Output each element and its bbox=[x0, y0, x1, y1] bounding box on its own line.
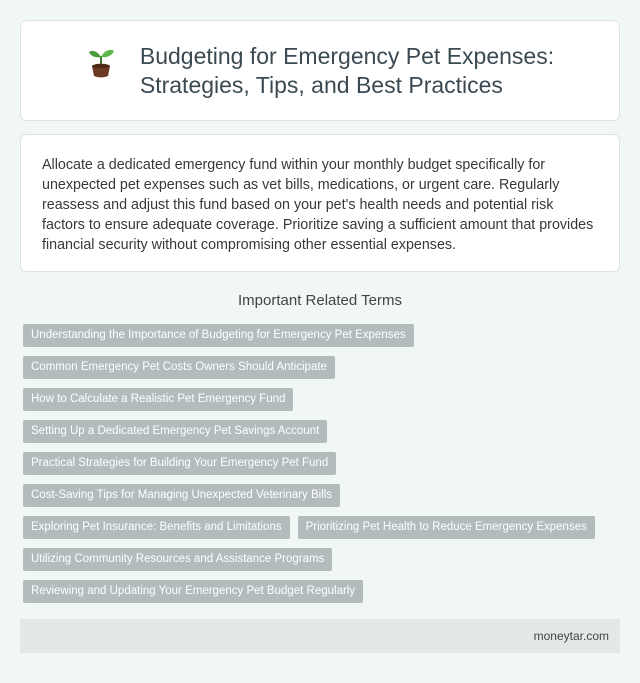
related-term-tag[interactable]: Common Emergency Pet Costs Owners Should Anticipate bbox=[23, 356, 335, 379]
summary-text: Allocate a dedicated emergency fund within your monthly budget specifically for unexpected pet expenses such as vet bills, medications, or urgent care. Regularly reassess and adjust this fund based on your pet's health needs and potential risk factors to ensure adequate coverage. Prioritize saving a sufficient amount that provides financial security without compromising other essential expenses. bbox=[42, 157, 594, 253]
related-terms-list bbox=[23, 324, 623, 612]
tag-row bbox=[23, 516, 623, 539]
tag-row bbox=[23, 484, 623, 507]
tag-row bbox=[23, 356, 623, 379]
page-title bbox=[140, 42, 554, 100]
related-term-tag[interactable]: Prioritizing Pet Health to Reduce Emergency Expenses bbox=[298, 516, 595, 539]
seedling-icon bbox=[86, 46, 116, 80]
footer bbox=[20, 619, 620, 653]
related-term-tag[interactable]: Understanding the Importance of Budgeting for Emergency Pet Expenses bbox=[23, 324, 414, 347]
related-term-tag[interactable]: Reviewing and Updating Your Emergency Pet Budget Regularly bbox=[23, 580, 363, 603]
related-terms-heading: Important Related Terms bbox=[238, 292, 402, 309]
related-term-tag[interactable]: Utilizing Community Resources and Assistance Programs bbox=[23, 548, 332, 571]
tag-row bbox=[23, 324, 623, 347]
tag-row bbox=[23, 420, 623, 443]
summary-card bbox=[20, 134, 620, 272]
title-line-1: Budgeting for Emergency Pet Expenses: bbox=[139, 42, 555, 69]
title-line-2: Strategies, Tips, and Best Practices bbox=[139, 71, 503, 98]
tag-row bbox=[23, 388, 623, 411]
related-term-tag[interactable]: How to Calculate a Realistic Pet Emergency Fund bbox=[23, 388, 293, 411]
tag-row bbox=[23, 452, 623, 475]
related-term-tag[interactable]: Exploring Pet Insurance: Benefits and Limitations bbox=[23, 516, 290, 539]
related-term-tag[interactable]: Cost-Saving Tips for Managing Unexpected Veterinary Bills bbox=[23, 484, 340, 507]
header-card bbox=[20, 20, 620, 121]
related-term-tag[interactable]: Setting Up a Dedicated Emergency Pet Savings Account bbox=[23, 420, 327, 443]
footer-site[interactable]: moneytar.com bbox=[533, 629, 609, 643]
tag-row bbox=[23, 548, 623, 571]
tag-row bbox=[23, 580, 623, 603]
related-term-tag[interactable]: Practical Strategies for Building Your Emergency Pet Fund bbox=[23, 452, 336, 475]
